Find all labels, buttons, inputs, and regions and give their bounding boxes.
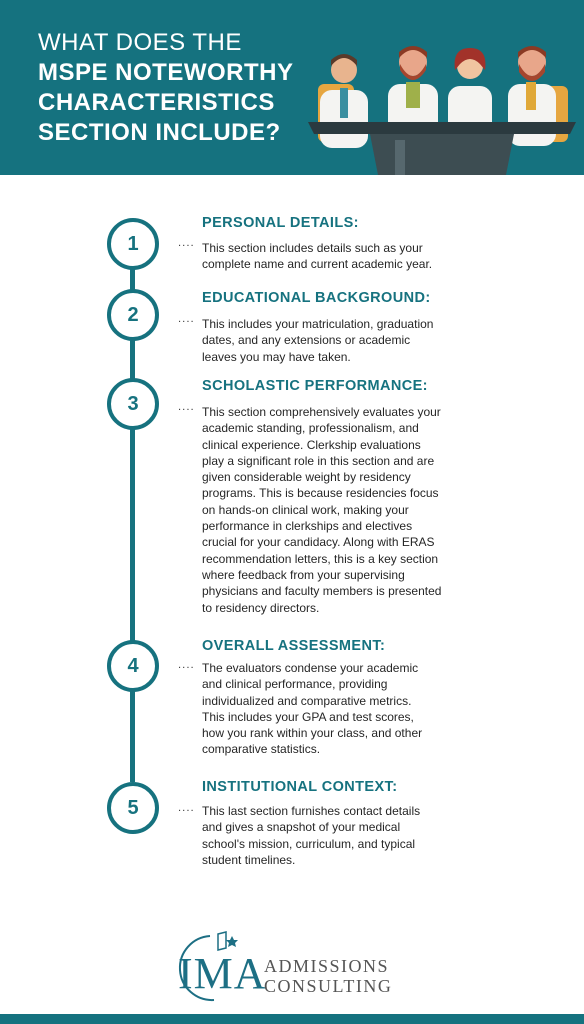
connector-dots: ....: [178, 402, 195, 413]
text-line: This section comprehensively evaluates your: [202, 405, 441, 419]
text-line: The evaluators condense your academic: [202, 661, 419, 675]
page-title: [38, 28, 338, 148]
logo-star-icon: [226, 936, 238, 947]
text-line: academic standing, professionalism, and: [202, 421, 419, 436]
text-line: individualized and comparative metrics.: [202, 693, 412, 708]
step-description: [202, 404, 480, 616]
text-line: play a significant role in this section and are: [202, 453, 435, 468]
step-heading: INSTITUTIONAL CONTEXT:: [202, 779, 398, 795]
text-line: dates, and any extensions or academic: [202, 333, 411, 348]
step-heading: SCHOLASTIC PERFORMANCE:: [202, 378, 428, 394]
logo-line: ADMISSIONS: [264, 956, 390, 976]
step-heading: PERSONAL DETAILS:: [202, 215, 359, 231]
text-line: given considerable weight by residency: [202, 470, 411, 485]
step-heading: EDUCATIONAL BACKGROUND:: [202, 290, 431, 306]
text-line: where feedback from your supervising: [202, 567, 405, 582]
text-line: performance in clerkships and electives: [202, 519, 413, 534]
header-banner: [0, 0, 584, 175]
logo-mark: IMA: [178, 949, 267, 998]
step-description: [202, 240, 480, 273]
text-line: to residency directors.: [202, 600, 320, 615]
text-line: physicians and faculty members is presented: [202, 584, 442, 599]
step-description: [202, 803, 480, 868]
title-line: MSPE NOTEWORTHY: [38, 59, 294, 86]
step-number-circle: 1: [107, 218, 159, 270]
text-line: crucial for your candidacy. Along with ERAS: [202, 535, 435, 550]
connector-dots: ....: [178, 314, 195, 325]
text-line: programs. This is because residencies focus: [202, 486, 439, 501]
bottom-bar: [0, 1014, 584, 1024]
table-shape: [395, 140, 405, 175]
text-line: This includes your matriculation, graduation: [202, 317, 434, 331]
text-line: complete name and current academic year.: [202, 257, 433, 272]
doctor-figure: [340, 88, 348, 118]
connector-dots: ....: [178, 238, 195, 249]
text-line: This section includes details such as your: [202, 241, 423, 255]
text-line: and clinical performance, providing: [202, 677, 388, 692]
text-line: school's mission, curriculum, and typical: [202, 836, 416, 851]
title-line: WHAT DOES THE: [38, 29, 242, 56]
text-line: student timelines.: [202, 852, 296, 867]
doctors-at-table-illustration: [300, 30, 584, 175]
connector-dots: ....: [178, 803, 195, 814]
logo-line: CONSULTING: [264, 976, 393, 996]
text-line: how you rank within your class, and other: [202, 726, 423, 741]
table-shape: [370, 134, 514, 175]
title-line: SECTION INCLUDE?: [38, 119, 281, 146]
text-line: recommendation letters, this is a key section: [202, 551, 439, 566]
title-line: CHARACTERISTICS: [38, 89, 275, 116]
step-number-circle: 3: [107, 378, 159, 430]
company-logo: [172, 930, 422, 1000]
doctor-figure: [526, 82, 536, 110]
text-line: This last section furnishes contact details: [202, 804, 421, 818]
step-description: [202, 316, 480, 365]
text-line: This includes your GPA and test scores,: [202, 709, 414, 724]
text-line: leaves you may have taken.: [202, 349, 351, 364]
text-line: comparative statistics.: [202, 742, 321, 757]
step-number-circle: 2: [107, 289, 159, 341]
text-line: on hands-on clinical work, making your: [202, 502, 409, 517]
step-heading: OVERALL ASSESSMENT:: [202, 638, 386, 654]
step-number-circle: 5: [107, 782, 159, 834]
step-description: [202, 660, 480, 758]
connector-dots: ....: [178, 660, 195, 671]
doctor-figure: [406, 82, 420, 108]
step-number-circle: 4: [107, 640, 159, 692]
text-line: and gives a snapshot of your medical: [202, 820, 401, 835]
text-line: clinical experience. Clerkship evaluations: [202, 437, 421, 452]
table-shape: [308, 122, 576, 134]
